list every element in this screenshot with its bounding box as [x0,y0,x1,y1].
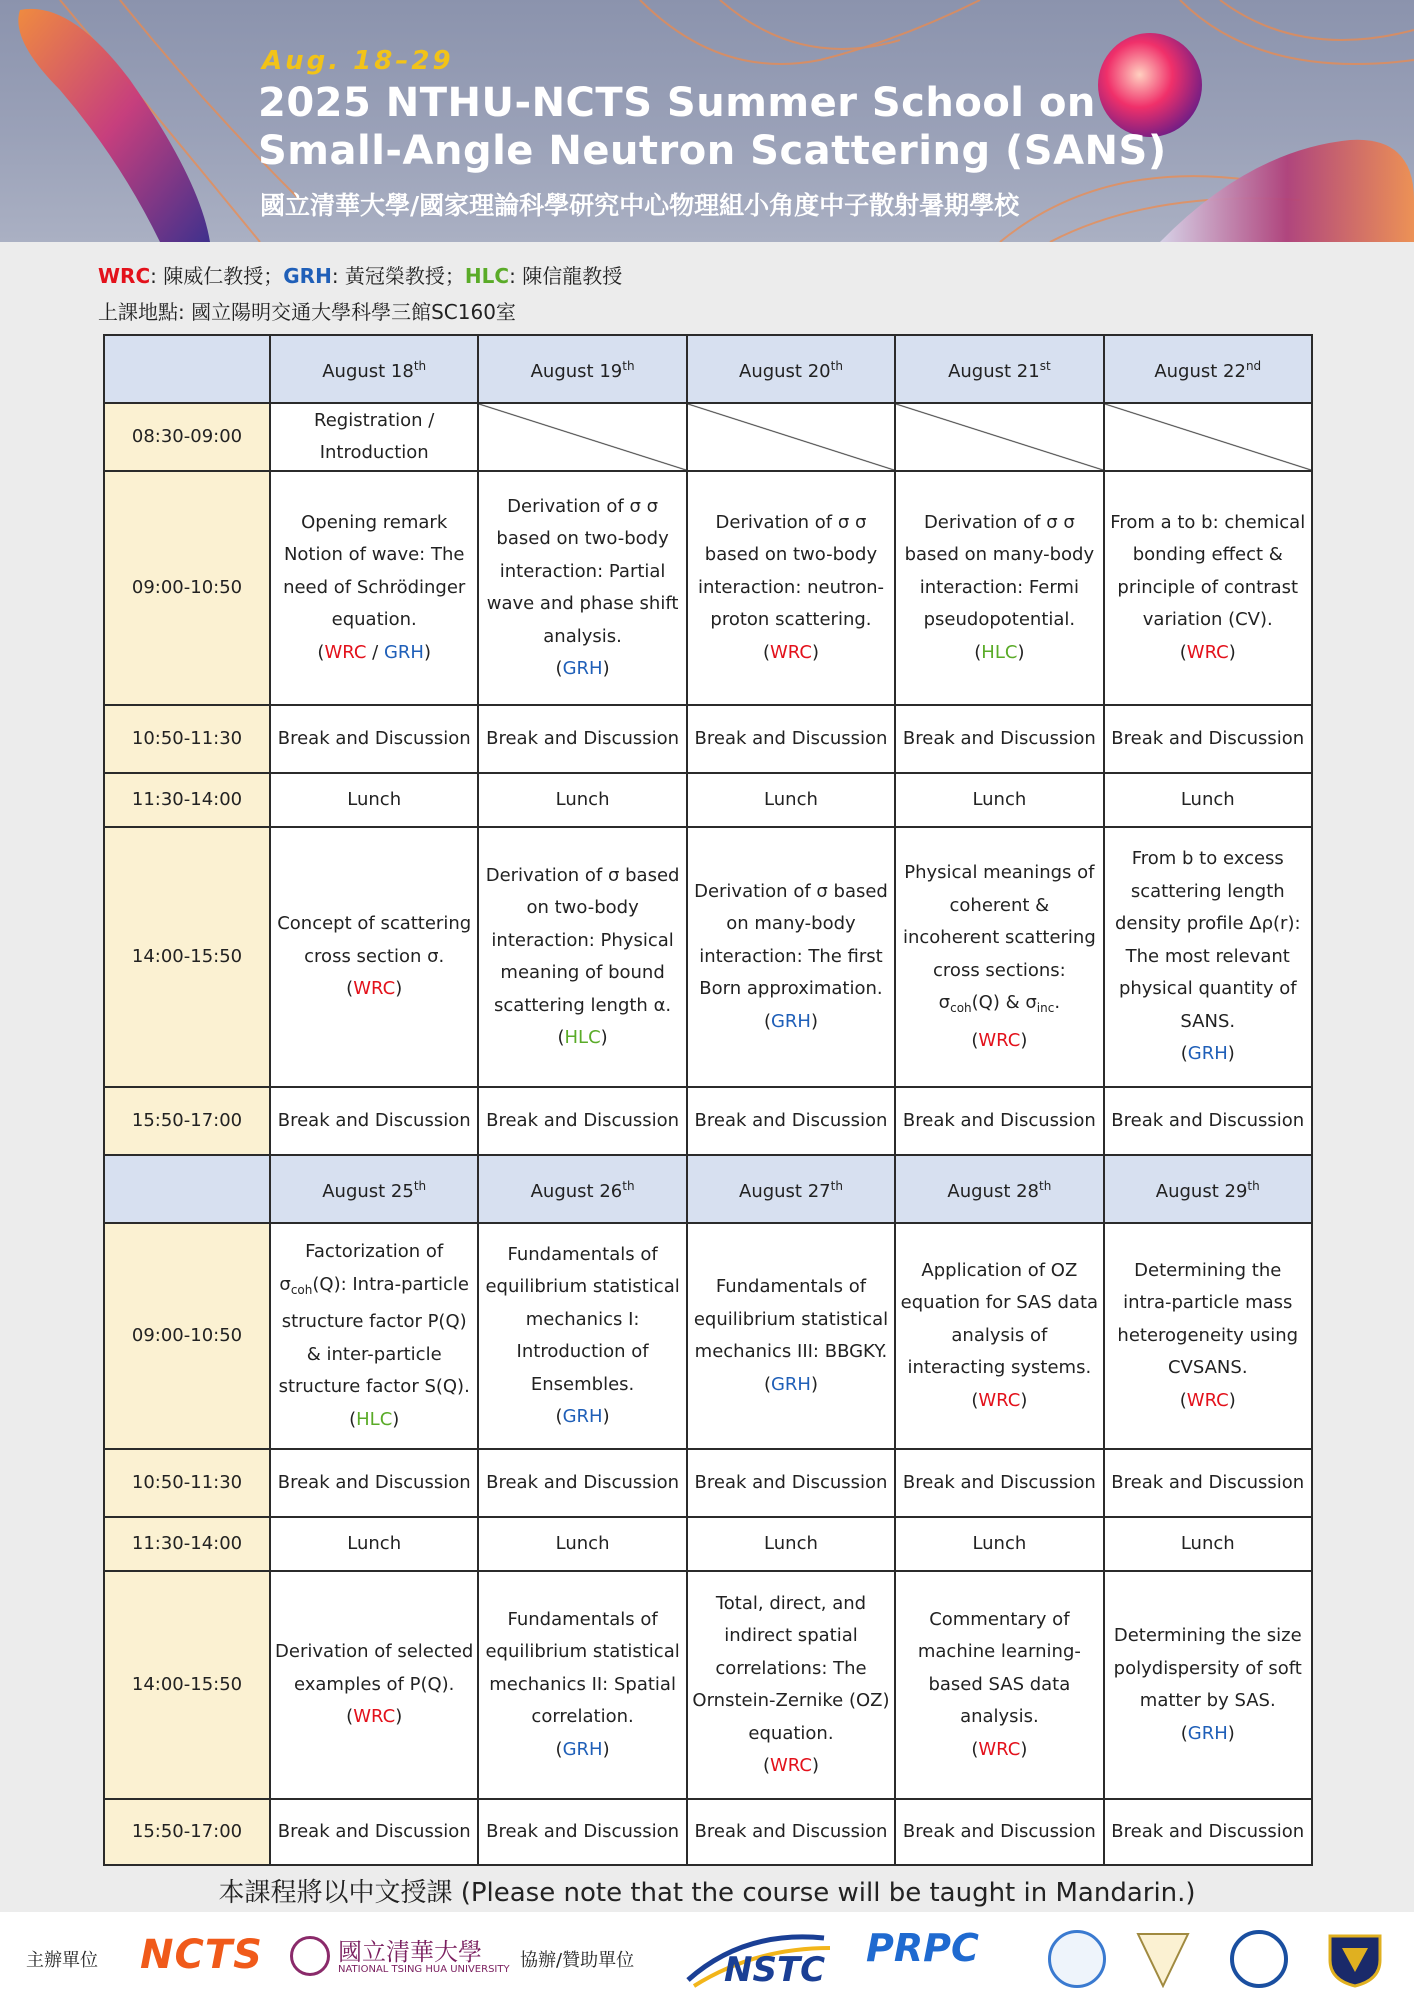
corner-cell [104,335,270,403]
time-slot: 08:30-09:00 [104,403,270,471]
session-text: Derivation of σ σ based on many-body interaction: Fermi pseudopotential. [904,511,1095,631]
time-slot: 09:00-10:50 [104,1223,270,1449]
session-text: Determining the size polydispersity of soft matter by SAS. [1113,1625,1302,1711]
corner-cell [104,1155,270,1223]
session-text: Derivation of σ based on two-body interaction: Physical meaning of bound scattering length α. [485,864,680,1016]
lecturer-tag: GRH [770,1010,811,1032]
break-cell: Break and Discussion [687,705,895,773]
time-slot: 14:00-15:50 [104,827,270,1087]
session-text: Fundamentals of equilibrium statistical mechanics I: Introduction of Ensembles. [485,1243,680,1395]
break-cell: Break and Discussion [270,1449,478,1517]
co-organizer-label: 協辦/贊助單位 [520,1950,635,1971]
lecturer-tag: GRH [562,1738,603,1760]
session-cell: From b to excess scattering length density profile Δρ(r): The most relevant physical quantity of SANS. (GRH) [1104,827,1312,1087]
lecturer-code-hlc: HLC [464,264,510,288]
session-cell: Derivation of σ σ based on two-body interaction: Partial wave and phase shift analysis. (GRH) [478,471,686,705]
lecturer-code-grh: GRH [283,264,332,288]
session-cell: Derivation of selected examples of P(Q). (WRC) [270,1571,478,1799]
session-cell: Derivation of σ based on two-body interaction: Physical meaning of bound scattering length α. (HLC) [478,827,686,1087]
break-cell: Break and Discussion [478,1449,686,1517]
lunch-cell: Lunch [478,1517,686,1571]
break-cell: Break and Discussion [895,705,1103,773]
week2-header-row [104,1155,1312,1223]
day-header: August 21st [895,335,1103,403]
lecturer-tag: GRH [1187,1722,1228,1744]
session-text: Concept of scattering cross section σ. [277,913,472,967]
table-row [104,827,1312,1087]
lecturer-name-grh: : 黃冠榮教授； [331,264,465,288]
time-slot: 09:00-10:50 [104,471,270,705]
day-header: August 20th [687,335,895,403]
lunch-cell: Lunch [687,773,895,827]
break-cell: Break and Discussion [687,1799,895,1865]
break-cell: Break and Discussion [1104,1087,1312,1155]
session-cell: From a to b: chemical bonding effect & principle of contrast variation (CV). (WRC) [1104,471,1312,705]
day-header: August 29th [1104,1155,1312,1223]
lecturer-code-wrc: WRC [98,264,151,288]
day-header: August 26th [478,1155,686,1223]
shield-logo-icon [1134,1930,1192,1988]
time-slot: 10:50-11:30 [104,1449,270,1517]
break-cell: Break and Discussion [478,1087,686,1155]
session-text: Fundamentals of equilibrium statistical mechanics II: Spatial correlation. [485,1608,680,1728]
session-cell: Fundamentals of equilibrium statistical mechanics III: BBGKY. (GRH) [687,1223,895,1449]
table-row [104,471,1312,705]
day-header: August 22nd [1104,335,1312,403]
lunch-cell: Lunch [895,1517,1103,1571]
session-cell: Derivation of σ σ based on many-body interaction: Fermi pseudopotential. (HLC) [895,471,1103,705]
empty-cell [1104,403,1312,471]
session-text: From b to excess scattering length density profile Δρ(r): The most relevant physical quantity of SANS. [1114,848,1301,1032]
lecturer-tag: WRC [769,1755,812,1776]
institute-logo-icon [1048,1930,1106,1988]
prpc-logo: PRPC [866,1926,979,1970]
session-text: Fundamentals of equilibrium statistical mechanics III: BBGKY. [693,1276,889,1362]
lunch-cell: Lunch [270,1517,478,1571]
lecturer-tag: HLC [356,1408,393,1430]
table-row [104,403,1312,471]
event-dates: Aug. 18–29 [262,46,454,76]
lecturer-tag: WRC [353,978,396,1000]
registration-cell: Registration / Introduction [270,403,478,471]
empty-cell [478,403,686,471]
session-cell: Concept of scattering cross section σ. (WRC) [270,827,478,1087]
break-cell: Break and Discussion [895,1799,1103,1865]
break-cell: Break and Discussion [478,1799,686,1865]
session-cell: Derivation of σ σ based on two-body interaction: neutron-proton scattering. (WRC) [687,471,895,705]
time-slot: 11:30-14:00 [104,1517,270,1571]
time-slot: 10:50-11:30 [104,705,270,773]
ncts-logo: NCTS [140,1932,263,1978]
organizer-label: 主辦單位 [26,1950,98,1971]
lecturer-tag: HLC [981,641,1018,663]
session-cell: Fundamentals of equilibrium statistical mechanics II: Spatial correlation. (GRH) [478,1571,686,1799]
language-note: 本課程將以中文授課 (Please note that the course will be taught in Mandarin.) [218,1878,1196,1908]
table-row [104,1571,1312,1799]
badge-logo-icon [1326,1930,1384,1988]
lunch-cell: Lunch [1104,1517,1312,1571]
session-cell: Fundamentals of equilibrium statistical mechanics I: Introduction of Ensembles. (GRH) [478,1223,686,1449]
lunch-cell: Lunch [1104,773,1312,827]
lecturer-tag: HLC [564,1027,601,1048]
table-row [104,1799,1312,1865]
break-cell: Break and Discussion [270,1799,478,1865]
session-text: Physical meanings of coherent & incoherent scattering cross sections: [902,862,1096,981]
session-cell: Determining the size polydispersity of soft matter by SAS. (GRH) [1104,1571,1312,1799]
lunch-cell: Lunch [478,773,686,827]
session-cell: Physical meanings of coherent & incoherent scattering cross sections: $\sigma_{coh}(Q)$ & $\sigma_{inc}$. (WRC) [895,827,1103,1087]
schedule-table [103,334,1313,1866]
lecturer-tag: WRC [324,641,367,663]
session-text: Total, direct, and indirect spatial correlations: The Ornstein-Zernike (OZ) equation. [692,1592,890,1744]
session-text: Derivation of σ σ based on two-body interaction: neutron-proton scattering. [697,511,884,631]
break-cell: Break and Discussion [687,1449,895,1517]
event-title-line2: Small-Angle Neutron Scattering (SANS) [258,128,1167,174]
empty-cell [895,403,1103,471]
sponsor-footer: 主辦單位 NCTS 國立清華大學 NATIONAL TSING HUA UNIVERSITY 協辦/贊助單位 NSTC PRPC [0,1912,1414,2000]
lecturer-tag: GRH [562,658,603,679]
session-text: Factorization of [305,1241,444,1262]
session-text: Derivation of σ σ based on two-body interaction: Partial wave and phase shift analysis. [486,495,679,647]
session-cell: Determining the intra-particle mass heterogeneity using CVSANS. (WRC) [1104,1223,1312,1449]
lecturer-tag: WRC [978,1389,1021,1411]
header-banner [0,0,1414,242]
class-location: 上課地點: 國立陽明交通大學科學三館SC160室 [98,300,516,324]
session-cell: Derivation of σ based on many-body interaction: The first Born approximation. (GRH) [687,827,895,1087]
nthu-seal-icon [290,1936,330,1976]
event-title-line1: 2025 NTHU-NCTS Summer School on [258,80,1096,126]
time-slot: 14:00-15:50 [104,1571,270,1799]
day-header: August 27th [687,1155,895,1223]
nstc-logo: NSTC [684,1930,834,1990]
table-row [104,1223,1312,1449]
lecturer-tag: GRH [562,1406,603,1427]
table-row [104,773,1312,827]
lecturer-tag: WRC [1186,1389,1229,1411]
session-text: From a to b: chemical bonding effect & principle of contrast variation (CV). [1110,511,1306,631]
break-cell: Break and Discussion [270,1087,478,1155]
session-text: Commentary of machine learning-based SAS data analysis. [917,1608,1081,1728]
lecturer-tag: WRC [978,1029,1021,1051]
table-row [104,705,1312,773]
lecturer-tag: WRC [769,641,812,663]
lunch-cell: Lunch [895,773,1103,827]
session-cell: Total, direct, and indirect spatial correlations: The Ornstein-Zernike (OZ) equation. (WRC) [687,1571,895,1799]
session-text: Opening remark Notion of wave: The need of Schrödinger equation. [283,511,466,631]
lecturer-tag: WRC [978,1738,1021,1760]
session-text: Derivation of selected examples of P(Q). [275,1641,474,1695]
table-row [104,1517,1312,1571]
session-text: (Q): Intra-particle structure factor P(Q) & inter-particle structure factor S(Q). [278,1273,470,1397]
week1-header-row [104,335,1312,403]
lecturer-tag: GRH [383,641,424,663]
session-text: Determining the intra-particle mass heterogeneity using CVSANS. [1117,1259,1299,1379]
lecturer-tag: WRC [353,1706,396,1728]
university-seal-icon [1230,1930,1288,1988]
time-slot: 11:30-14:00 [104,773,270,827]
event-title-chinese: 國立清華大學/國家理論科學研究中心物理組小角度中子散射暑期學校 [260,191,1020,220]
session-cell: Commentary of machine learning-based SAS data analysis. (WRC) [895,1571,1103,1799]
break-cell: Break and Discussion [1104,1799,1312,1865]
day-header: August 28th [895,1155,1103,1223]
session-cell: Factorization of $\sigma_{coh}(Q)$: Intra-particle structure factor P(Q) & inter-particle structure factor S(Q). (HLC) [270,1223,478,1449]
break-cell: Break and Discussion [895,1449,1103,1517]
table-row [104,1449,1312,1517]
table-row [104,1087,1312,1155]
time-slot: 15:50-17:00 [104,1799,270,1865]
day-header: August 25th [270,1155,478,1223]
lecturer-tag: GRH [770,1373,811,1395]
lecturer-tag: WRC [1186,641,1229,663]
day-header: August 18th [270,335,478,403]
empty-cell [687,403,895,471]
break-cell: Break and Discussion [1104,705,1312,773]
lecturer-name-wrc: : 陳威仁教授； [150,264,284,288]
break-cell: Break and Discussion [1104,1449,1312,1517]
session-cell: Application of OZ equation for SAS data analysis of interacting systems. (WRC) [895,1223,1103,1449]
session-cell: Opening remark Notion of wave: The need of Schrödinger equation. (WRC / GRH) [270,471,478,705]
time-slot: 15:50-17:00 [104,1087,270,1155]
session-text: Application of OZ equation for SAS data analysis of interacting systems. [900,1259,1099,1379]
lecturer-legend [98,260,622,289]
day-header: August 19th [478,335,686,403]
lecturer-tag: GRH [1187,1043,1228,1065]
break-cell: Break and Discussion [895,1087,1103,1155]
break-cell: Break and Discussion [270,705,478,773]
lunch-cell: Lunch [687,1517,895,1571]
break-cell: Break and Discussion [478,705,686,773]
lunch-cell: Lunch [270,773,478,827]
session-text: Derivation of σ based on many-body interaction: The first Born approximation. [694,880,888,1000]
lecturer-name-hlc: : 陳信龍教授 [509,264,623,288]
break-cell: Break and Discussion [687,1087,895,1155]
